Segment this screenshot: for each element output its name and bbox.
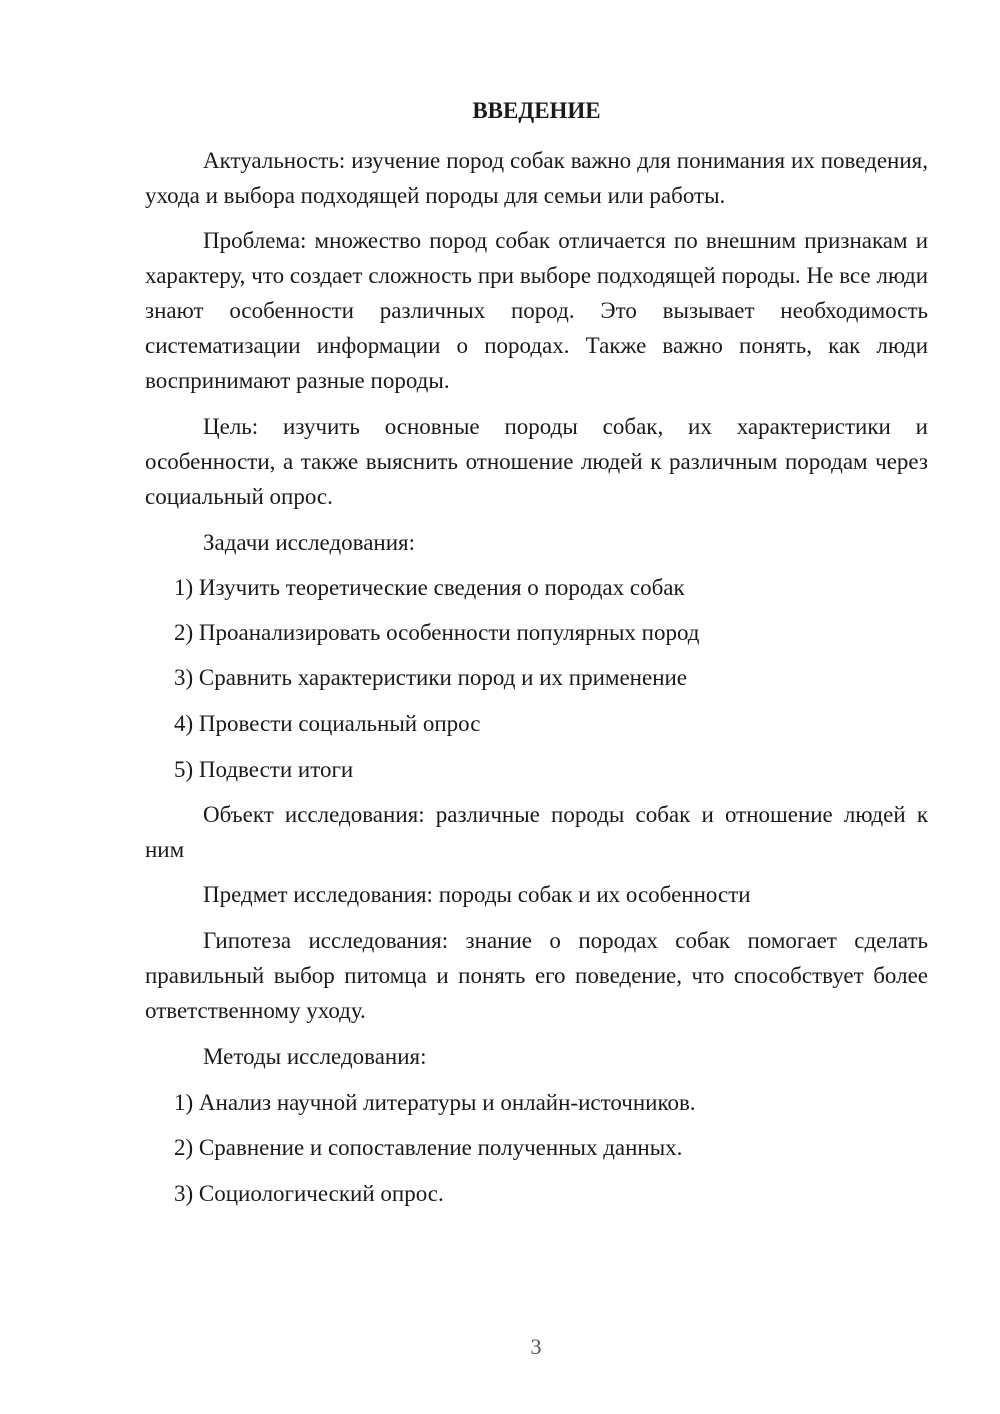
hypothesis-paragraph: Гипотеза исследования: знание о породах собак помогает сделать правильный выбор питомца и понять его поведение, что способствует более ответственному уходу. [145, 928, 928, 1023]
task-item-2: 2) Проанализировать особенности популярных пород [174, 620, 700, 645]
task-item-4: 4) Провести социальный опрос [174, 711, 481, 736]
object-paragraph: Объект исследования: различные породы собак и отношение людей к ним [145, 802, 928, 862]
goal-paragraph: Цель: изучить основные породы собак, их характеристики и особенности, а также выяснить отношение людей к различным породам через социальный опрос. [145, 414, 928, 509]
methods-heading: Методы исследования: [203, 1044, 427, 1069]
relevance-paragraph: Актуальность: изучение пород собак важно для понимания их поведения, ухода и выбора подходящей породы для семьи или работы. [145, 148, 928, 208]
problem-paragraph: Проблема: множество пород собак отличается по внешним признакам и характеру, что создает сложность при выборе подходящей породы. Не все люди знают особенности различных пород. Это вызывает необходимость систематизации информации о породах. Также важно понять, как люди воспринимают разные породы. [145, 228, 928, 393]
tasks-heading: Задачи исследования: [203, 530, 416, 555]
method-item-2: 2) Сравнение и сопоставление полученных данных. [174, 1135, 683, 1160]
subject-paragraph: Предмет исследования: породы собак и их особенности [203, 882, 751, 907]
page-title: ВВЕДЕНИЕ [472, 98, 601, 123]
task-item-3: 3) Сравнить характеристики пород и их применение [174, 665, 688, 690]
method-item-1: 1) Анализ научной литературы и онлайн-источников. [174, 1090, 696, 1115]
method-item-3: 3) Социологический опрос. [174, 1181, 444, 1206]
task-item-5: 5) Подвести итоги [174, 757, 354, 782]
page-number: 3 [530, 1334, 542, 1359]
task-item-1: 1) Изучить теоретические сведения о породах собак [174, 575, 685, 600]
